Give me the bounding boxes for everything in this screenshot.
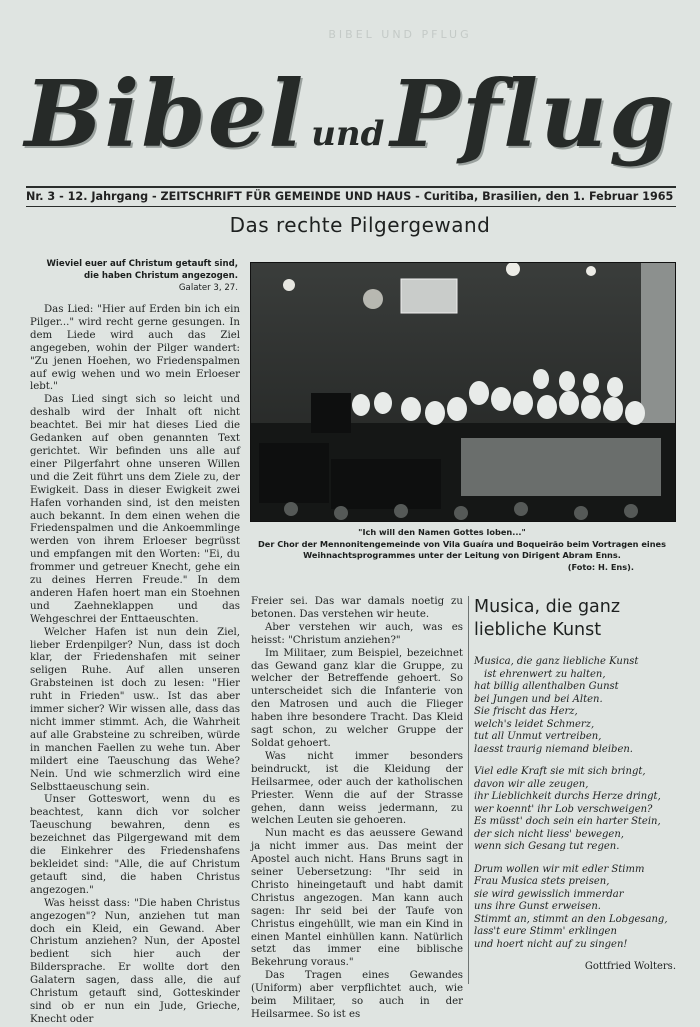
poem-line: wenn sich Gesang tut regen. (474, 841, 620, 852)
poem-title: Musica, die ganz liebliche Kunst (474, 597, 621, 640)
masthead-rule-bottom (26, 206, 676, 207)
paragraph: Im Militaer, zum Beispiel, bezeichnet das Gewand ganz klar die Gruppe, zu welcher der Betreffende gehoert. So unterscheidet sich die Infanterie von den Matrosen und auch die Flieger haben ihre besondere Tracht. Das Kleid sagt schon, zu welcher Gruppe der Soldat gehoert. (251, 647, 463, 749)
choir-photo (250, 262, 676, 522)
choir-photo-image (251, 263, 675, 521)
masthead-title-left: Bibel (24, 60, 306, 168)
poem-line: und hoert nicht auf zu singen! (474, 938, 628, 950)
article-headline: Das rechte Pilgergewand (229, 213, 491, 237)
poem-line: davon wir alle zeugen, (474, 778, 589, 790)
epigraph-reference: Galater 3, 27. (178, 283, 238, 293)
masthead-title-mid: und (311, 114, 385, 154)
paragraph: Freier sei. Das war damals noetig zu betonen. Das verstehen wir heute. (251, 596, 463, 620)
paragraph: Das Lied singt sich so leicht und deshalb wird der Inhalt oft nicht beachtet. Bei mir hat dieses Lied die Gedanken auf oben genannten Text gerichtet. Wir befinden uns alle auf einer Pilgerfahrt ohne unseren Willen und die Zeit führt uns dem Ziele zu, der Ewigkeit. Dass in dieser Ewigkeit zwei Hafen vorhanden sind, ist den meisten auch bekannt. In dem einen wehen die Friedenspalmen und die Ankoemmlinge werden von ihrem Erloeser begrüsst und empfangen mit den Worten: "Ei, du frommer und getreuer Knecht, gehe ein zu deines Herren Freude." In dem anderen Hafen hoert man ein Stoehnen und Zaehneklappen und das Wehgeschrei der Enttaeuschten. (30, 394, 240, 625)
poem-line: Musica, die ganz liebliche Kunst (474, 656, 639, 667)
poem-box (474, 596, 676, 988)
poem-stanza (474, 864, 676, 952)
poem-line: Viel edle Kraft sie mit sich bringt, (474, 766, 646, 777)
poem-line: der sich nicht liess' bewegen, (474, 828, 624, 840)
paragraph: Das Tragen eines Gewandes (Uniform) aber verpflichtet auch, wie beim Militaer, so auch in der Heilsarmee. So ist es (251, 970, 463, 1020)
poem-line: tut all Unmut vertreiben, (474, 731, 602, 742)
poem-line: uns ihre Gunst erweisen. (474, 901, 601, 912)
poem-line: wer koennt' ihr Lob verschweigen? (474, 803, 653, 815)
poem-line: lass't eure Stimm' erklingen (474, 926, 617, 937)
photo-caption (250, 527, 674, 573)
paragraph: Das Lied: "Hier auf Erden bin ich ein Pilger..." wird recht gerne gesungen. In dem Liede wird auch das Ziel angegeben, wohin der Pilger wandert: "Zu jenen Hoehen, wo Friedenspalmen auf ewig wehen und wo mein Erloeser lebt." (30, 304, 240, 393)
masthead-title-right: Pflug (390, 60, 676, 168)
poem-stanza (474, 656, 676, 756)
column-divider (468, 596, 469, 984)
paragraph: Was nicht immer besonders beindruckt, ist die Kleidung der Heilsarmee, oder auch der katholischen Priester. Wenn die auf der Strasse gehen, dann weiss jedermann, zu welchen Leuten sie gehoeren. (251, 750, 463, 827)
article-column-1 (30, 304, 240, 1027)
paragraph: Welcher Hafen ist nun dein Ziel, lieber Erdenpilger? Nun, dass ist doch klar, der Friedenshafen mit seiner seligen Ruhe. Auf allen unseren Grabsteinen ist doch zu lesen: "Hier ruht in Frieden" usw.. Ist das aber immer sicher? Wir wissen alle, dass das nicht immer stimmt. Ach, die Wahrheit auf alle Grabsteine zu schreiben, würde in manchen Faellen zu wehe tun. Aber mildert eine Taeuschung das Wehe? Nein. Und wie schmerzlich wird eine Selbsttaeuschung sein. (30, 626, 240, 793)
paragraph: Unser Gotteswort, wenn du es beachtest, kann dich vor solcher Taeuschung bewahren, denn es bezeichnet das Pilgergewand mit dem die Einkehrer des Friedenshafens bekleidet sind: "Alle, die auf Christum getauft sind, die haben Christus angezogen." (30, 794, 240, 896)
article-column-2 (251, 596, 463, 1022)
masthead (24, 48, 676, 180)
poem-line: Es müsst' doch sein ein harter Stein, (474, 816, 661, 827)
poem-line: Frau Musica stets preisen, (474, 876, 610, 887)
poem-line: laesst traurig niemand bleiben. (474, 743, 633, 755)
paragraph: Aber verstehen wir auch, was es heisst: "Christum anziehen?" (251, 621, 463, 646)
photo-credit: (Foto: H. Ens). (567, 561, 634, 572)
photo-caption-text: Der Chor der Mennonitengemeinde von Vila Guaíra und Boqueirão beim Vortragen eines Weihnachtsprogrammes unter der Leitung von Dirigent Abram Enns. (258, 538, 666, 560)
masthead-rule-top (26, 186, 676, 188)
poem-line: ihr Lieblichkeit durchs Herze dringt, (474, 791, 661, 802)
epigraph (30, 258, 238, 294)
bleed-through-header: BIBEL UND PFLUG (328, 28, 472, 41)
issue-line: Nr. 3 - 12. Jahrgang - ZEITSCHRIFT FÜR GEMEINDE UND HAUS - Curitiba, Brasilien, den 1. Februar 1965 (26, 190, 674, 203)
poem-line: bei Jungen und bei Alten. (474, 693, 603, 705)
poem-line: sie wird gewisslich immerdar (474, 888, 624, 900)
poem-line: Sie frischt das Herz, (474, 706, 578, 717)
poem-author: Gottfried Wolters. (584, 961, 676, 972)
poem-line: ist ehrenwert zu halten, (484, 668, 606, 680)
poem-line: hat billig allenthalben Gunst (474, 681, 619, 692)
paragraph: Was heisst dass: "Die haben Christus angezogen"? Nun, anziehen tut man doch ein Kleid, ein Gewand. Aber Christum anziehen? Nun, der Apostel bedient sich hier auch der Bildersprache. Er wollte dort den Galatern sagen, dass alle, die auf Christum getauft sind, Gotteskinder sind ob er nun ein Jude, Grieche, Knecht oder (30, 897, 240, 1025)
poem-body (474, 656, 676, 951)
paragraph: Nun macht es das aeussere Gewand ja nicht immer aus. Das meint der Apostel auch nicht. Hans Bruns sagt in seiner Uebersetzung: "Ihr seid in Christo hineingetauft und habt damit Christus angezogen. Man kann auch sagen: Ihr seid bei der Taufe von Christus eingehüllt, wie man ein Kind in einen Mantel einhüllen kann. Natürlich setzt das immer eine biblische Bekehrung voraus." (251, 828, 463, 969)
poem-line: welch's leidet Schmerz, (474, 718, 595, 730)
poem-stanza (474, 766, 676, 854)
poem-line: Drum wollen wir mit edler Stimm (474, 863, 645, 875)
photo-caption-quote: "Ich will den Namen Gottes loben..." (358, 527, 526, 537)
epigraph-text: Wieviel euer auf Christum getauft sind, die haben Christum angezogen. (46, 259, 238, 281)
poem-line: Stimmt an, stimmt an den Lobgesang, (474, 913, 668, 925)
